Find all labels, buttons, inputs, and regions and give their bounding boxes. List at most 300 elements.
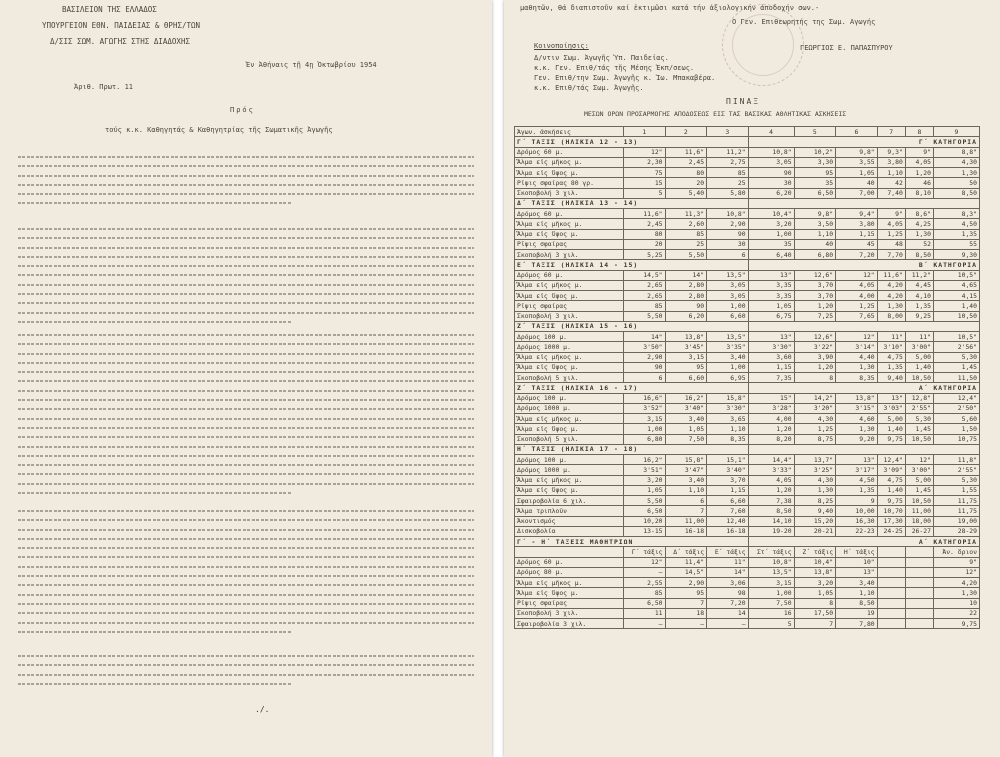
table-row: [515, 506, 980, 516]
row-label: Δρόμος 60 μ.: [515, 209, 624, 219]
table-cell: 13": [748, 332, 794, 342]
table-cell: 1,10: [665, 485, 707, 495]
table-cell: 11,2": [905, 270, 933, 280]
table-cell: 3,40: [665, 414, 707, 424]
table-row: [515, 567, 980, 577]
table-cell: 14,2": [794, 393, 836, 403]
table-cell: 4,00: [836, 291, 878, 301]
table-cell: 8,3": [933, 209, 979, 219]
table-cell: 5,00: [877, 414, 905, 424]
table-row: [515, 414, 980, 424]
table-cell: 1,45: [905, 424, 933, 434]
table-cell: 8,50: [836, 598, 878, 608]
table-cell: 4,05: [905, 157, 933, 167]
table-cell: 9": [933, 557, 979, 567]
table-cell: 3'45": [665, 342, 707, 352]
table-cell: 1,05: [665, 424, 707, 434]
table-cell: 3,15: [624, 414, 666, 424]
table-cell: 11,4": [665, 557, 707, 567]
table-cell: [905, 598, 933, 608]
table-cell: 1,00: [624, 424, 666, 434]
table-cell: 3,06: [707, 578, 749, 588]
table-cell: 80: [665, 168, 707, 178]
signature-mark: ./.: [255, 705, 270, 714]
table-cell: 1,00: [748, 229, 794, 239]
table-cell: 3'22": [794, 342, 836, 352]
table-cell: 7,70: [877, 250, 905, 260]
table-cell: 1,35: [836, 485, 878, 495]
table-cell: Ζ΄ τάξις: [794, 547, 836, 557]
table-cell: 1,00: [707, 301, 749, 311]
table-cell: 1,00: [707, 362, 749, 372]
row-label: Δρόμος 100 μ.: [515, 455, 624, 465]
table-cell: 35: [794, 178, 836, 188]
table-cell: 10,2": [794, 147, 836, 157]
table-cell: 3'20": [794, 403, 836, 413]
table-cell: 11,75: [933, 506, 979, 516]
table-cell: 1,35: [905, 301, 933, 311]
table-cell: 15,1": [707, 455, 749, 465]
col-number: 9: [933, 127, 979, 137]
table-cell: 80: [624, 229, 666, 239]
table-cell: 50: [933, 178, 979, 188]
section-title: Δ΄ ΤΑΞΙΣ (ΗΛΙΚΙΑ 13 - 14): [515, 198, 749, 208]
col-number: 8: [905, 127, 933, 137]
recipients-heading: Κοινοποίησις:: [534, 42, 589, 50]
table-cell: [905, 619, 933, 629]
recipient-3: Γεν. Επιθ/την Σωμ. Ἀγωγῆς κ. Ἰω. Μπακαβέρα.: [534, 74, 716, 82]
table-cell: [877, 578, 905, 588]
table-cell: 7,20: [836, 250, 878, 260]
table-cell: [877, 608, 905, 618]
letter-paragraph-4: [18, 510, 474, 640]
table-cell: 3'52": [624, 403, 666, 413]
table-cell: 4,65: [933, 280, 979, 290]
table-cell: 1,30: [794, 485, 836, 495]
row-label: Ἅλμα εἰς ὕψος μ.: [515, 588, 624, 598]
table-cell: 4,30: [794, 414, 836, 424]
table-cell: 7: [665, 506, 707, 516]
table-cell: 4,30: [933, 157, 979, 167]
row-label: Ἀκοντισμός: [515, 516, 624, 526]
table-cell: 90: [748, 168, 794, 178]
table-cell: 1,35: [877, 362, 905, 372]
table-cell: Ε΄ τάξις: [707, 547, 749, 557]
table-cell: 85: [665, 229, 707, 239]
table-cell: 3,35: [748, 280, 794, 290]
table-cell: 1,25: [794, 424, 836, 434]
table-cell: 85: [624, 301, 666, 311]
table-cell: 6,60: [707, 311, 749, 321]
table-cell: 85: [707, 168, 749, 178]
table-cell: 6,95: [707, 373, 749, 383]
table-row: [515, 578, 980, 588]
section-category: Γ΄ ΚΑΤΗΓΟΡΙΑ: [748, 137, 979, 147]
table-cell: 10,5": [933, 270, 979, 280]
table-cell: 3,05: [707, 291, 749, 301]
table-cell: 6,60: [707, 496, 749, 506]
table-cell: 6,40: [748, 250, 794, 260]
table-cell: 7: [794, 619, 836, 629]
table-cell: 2,90: [624, 352, 666, 362]
table-cell: 30: [748, 178, 794, 188]
col-number: 5: [794, 127, 836, 137]
table-cell: 20: [624, 239, 666, 249]
table-cell: 4,05: [836, 280, 878, 290]
table-cell: 10,50: [905, 373, 933, 383]
table-cell: 10,4": [748, 209, 794, 219]
table-cell: 11,3": [665, 209, 707, 219]
table-cell: —: [665, 619, 707, 629]
table-cell: 8,50: [748, 506, 794, 516]
table-cell: 12,40: [707, 516, 749, 526]
table-cell: 3,40: [707, 352, 749, 362]
table-row: [515, 178, 980, 188]
table-cell: 9,30: [933, 250, 979, 260]
row-label: Ἅλμα εἰς μῆκος μ.: [515, 157, 624, 167]
table-cell: [877, 588, 905, 598]
left-letter-page: [0, 0, 492, 757]
table-cell: 11": [877, 332, 905, 342]
table-cell: 46: [905, 178, 933, 188]
table-cell: 7: [665, 598, 707, 608]
signatory-name: ΓΕΩΡΓΙΟΣ Ε. ΠΑΠΑΣΠΥΡΟΥ: [800, 44, 893, 52]
table-cell: 7,00: [836, 188, 878, 198]
table-cell: 9,40: [794, 506, 836, 516]
table-cell: 19-20: [748, 526, 794, 536]
table-cell: 8,50: [905, 250, 933, 260]
table-cell: 4,20: [877, 291, 905, 301]
table-cell: 45: [836, 239, 878, 249]
table-cell: 15: [624, 178, 666, 188]
table-cell: 7,40: [877, 188, 905, 198]
row-label: Ἅλμα εἰς μῆκος μ.: [515, 280, 624, 290]
table-cell: 11,2": [707, 147, 749, 157]
col-number: 7: [877, 127, 905, 137]
table-cell: 5,30: [933, 475, 979, 485]
row-label: [515, 547, 624, 557]
table-cell: 3'40": [707, 465, 749, 475]
protocol-number: Ἀριθ. Πρωτ. 11: [74, 83, 134, 91]
table-cell: [905, 608, 933, 618]
table-cell: 12,6": [794, 332, 836, 342]
table-cell: 5: [748, 619, 794, 629]
row-label: Σκοποβολή 5 χιλ.: [515, 434, 624, 444]
table-cell: 4,50: [836, 475, 878, 485]
table-cell: 5,00: [905, 475, 933, 485]
table-cell: 12,6": [794, 270, 836, 280]
row-label: Ρῖψις σφαίρας: [515, 598, 624, 608]
table-cell: 16,30: [836, 516, 878, 526]
table-cell: 1,25: [836, 301, 878, 311]
table-cell: Δ΄ τάξις: [665, 547, 707, 557]
section-title: Γ΄ - Η΄ ΤΑΞΕΙΣ ΜΑΘΗΤΡΙΩΝ: [515, 537, 749, 547]
addressee: τούς κ.κ. Καθηγητάς & Καθηγητρίας τῆς Σωματικῆς Ἀγωγῆς: [105, 126, 333, 134]
table-cell: 1,40: [933, 301, 979, 311]
table-cell: 10: [933, 598, 979, 608]
table-cell: Η΄ τάξις: [836, 547, 878, 557]
table-cell: 48: [877, 239, 905, 249]
table-cell: 1,15: [707, 485, 749, 495]
table-cell: 5,80: [707, 188, 749, 198]
table-cell: 1,55: [933, 485, 979, 495]
table-cell: 52: [905, 239, 933, 249]
table-cell: 40: [836, 178, 878, 188]
row-label: Σκοποβολή 3 χιλ.: [515, 311, 624, 321]
table-cell: 55: [933, 239, 979, 249]
table-row: [515, 209, 980, 219]
header-directorate: Δ/ΣΙΣ ΣΩΜ. ΑΓΩΓΗΣ ΣΤΗΣ ΔΙΑΔΟΧΗΣ: [50, 37, 190, 46]
table-cell: 90: [624, 362, 666, 372]
table-cell: 7,25: [794, 311, 836, 321]
table-cell: 5,60: [933, 414, 979, 424]
table-cell: 3,60: [748, 352, 794, 362]
table-cell: 5,30: [905, 414, 933, 424]
table-cell: 3,70: [707, 475, 749, 485]
table-cell: —: [707, 619, 749, 629]
table-cell: 6,50: [624, 598, 666, 608]
table-row: [515, 168, 980, 178]
table-cell: 9,75: [877, 496, 905, 506]
table-cell: 9,75: [877, 434, 905, 444]
top-line: μαθητῶν, θά διαπιστοῦν καί ἐκτιμῶσι κατά τήν ἀξιολογικήν ἀποδοχήν σων.-: [520, 4, 820, 12]
table-cell: 3,15: [665, 352, 707, 362]
table-cell: 8,35: [707, 434, 749, 444]
table-cell: 8,10: [905, 188, 933, 198]
table-cell: 1,05: [836, 168, 878, 178]
table-cell: 12": [836, 270, 878, 280]
table-cell: 18: [665, 608, 707, 618]
table-cell: 1,05: [624, 485, 666, 495]
table-cell: 1,20: [794, 362, 836, 372]
table-cell: 3'51": [624, 465, 666, 475]
table-cell: 22-23: [836, 526, 878, 536]
table-cell: 1,35: [933, 229, 979, 239]
table-cell: [877, 567, 905, 577]
table-cell: 8,20: [748, 434, 794, 444]
table-cell: 2,60: [665, 219, 707, 229]
table-cell: 4,15: [933, 291, 979, 301]
table-cell: 3'28": [748, 403, 794, 413]
table-cell: 12,8": [905, 393, 933, 403]
table-cell: 5: [624, 188, 666, 198]
recipient-1: Δ/ντιν Σωμ. Ἀγωγῆς Ὑπ. Παιδείας.: [534, 54, 669, 62]
table-cell: 7,65: [836, 311, 878, 321]
table-cell: 4,40: [836, 352, 878, 362]
row-label: Ἅλμα εἰς μῆκος μ.: [515, 414, 624, 424]
table-cell: 1,10: [877, 168, 905, 178]
row-label: Ἅλμα εἰς μῆκος μ.: [515, 475, 624, 485]
table-cell: Ἀν. ὅριον: [933, 547, 979, 557]
row-label: Ἅλμα εἰς ὕψος μ.: [515, 168, 624, 178]
table-cell: 4,00: [748, 414, 794, 424]
table-cell: 9,40: [877, 373, 905, 383]
row-label: Δισκοβολία: [515, 526, 624, 536]
table-cell: 3'00": [905, 465, 933, 475]
table-cell: 5,30: [933, 352, 979, 362]
section-title: Γ΄ ΤΑΞΙΣ (ΗΛΙΚΙΑ 12 - 13): [515, 137, 749, 147]
table-row: [515, 403, 980, 413]
row-label: Ἅλμα εἰς ὕψος μ.: [515, 229, 624, 239]
table-cell: 12": [624, 557, 666, 567]
table-cell: 10,50: [933, 311, 979, 321]
table-cell: 2,90: [707, 219, 749, 229]
table-cell: 2,80: [665, 280, 707, 290]
table-cell: 3,65: [707, 414, 749, 424]
table-cell: 11,8": [933, 455, 979, 465]
table-cell: 3,55: [836, 157, 878, 167]
table-cell: 1,40: [877, 485, 905, 495]
row-label: Ἅλμα εἰς μῆκος μ.: [515, 352, 624, 362]
row-label: Ἅλμα εἰς μῆκος μ.: [515, 578, 624, 588]
table-cell: 8,35: [836, 373, 878, 383]
table-title: ΠΙΝΑΞ: [726, 97, 761, 106]
table-cell: 7,35: [748, 373, 794, 383]
table-cell: 1,30: [933, 588, 979, 598]
table-cell: 3'14": [836, 342, 878, 352]
table-cell: 4,20: [877, 280, 905, 290]
table-cell: [905, 547, 933, 557]
table-cell: 90: [665, 301, 707, 311]
table-cell: 28-29: [933, 526, 979, 536]
table-cell: 6,80: [624, 434, 666, 444]
letter-paragraph-1: [18, 156, 474, 212]
table-cell: 7,38: [748, 496, 794, 506]
table-cell: 10,75: [933, 434, 979, 444]
table-cell: 2,90: [665, 578, 707, 588]
table-cell: 3'35": [707, 342, 749, 352]
section-header-row: [515, 198, 980, 208]
table-cell: 9,25: [905, 311, 933, 321]
table-cell: 9: [836, 496, 878, 506]
table-cell: 12": [905, 455, 933, 465]
table-cell: 16-18: [707, 526, 749, 536]
table-cell: 3'30": [748, 342, 794, 352]
row-label: Ἅλμα εἰς ὕψος μ.: [515, 424, 624, 434]
director-line: Ο Γεν. Επιθεωρητής της Σωμ. Αγωγής: [732, 18, 876, 26]
table-cell: 2,65: [624, 280, 666, 290]
table-row: [515, 516, 980, 526]
col-number: 4: [748, 127, 794, 137]
row-label: Δρόμος 80 μ.: [515, 567, 624, 577]
table-cell: 3,35: [748, 291, 794, 301]
table-header-row: [515, 127, 980, 137]
table-cell: 14: [707, 608, 749, 618]
table-cell: 2,45: [665, 157, 707, 167]
row-label: Δρόμος 100 μ.: [515, 393, 624, 403]
table-cell: 12": [933, 567, 979, 577]
row-label: Σκοποβολή 3 χιλ.: [515, 188, 624, 198]
table-cell: [877, 547, 905, 557]
table-cell: 6,50: [624, 506, 666, 516]
row-label: Ἅλμα τριπλοῦν: [515, 506, 624, 516]
table-cell: 10,8": [748, 147, 794, 157]
table-cell: 9,75: [933, 619, 979, 629]
table-cell: 11": [905, 332, 933, 342]
recipient-4: κ.κ. Επιθ/τάς Σωμ. Ἀγωγῆς.: [534, 84, 644, 92]
table-cell: 1,15: [836, 229, 878, 239]
table-cell: 5,50: [665, 250, 707, 260]
table-cell: 10,50: [905, 434, 933, 444]
row-label: Ἅλμα εἰς ὕψος μ.: [515, 485, 624, 495]
section-title: Ε΄ ΤΑΞΙΣ (ΗΛΙΚΙΑ 14 - 15): [515, 260, 749, 270]
table-cell: 2'56": [933, 342, 979, 352]
table-cell: 6: [665, 496, 707, 506]
table-cell: 13": [836, 567, 878, 577]
table-cell: 11,6": [877, 270, 905, 280]
table-cell: 14,4": [748, 455, 794, 465]
table-cell: 3'15": [836, 403, 878, 413]
table-cell: 4,25: [905, 219, 933, 229]
row-label: Δρόμος 1000 μ.: [515, 465, 624, 475]
row-label: Δρόμος 60 μ.: [515, 147, 624, 157]
table-row: [515, 301, 980, 311]
table-cell: 20-21: [794, 526, 836, 536]
table-cell: 9": [877, 209, 905, 219]
table-cell: 1,20: [748, 424, 794, 434]
right-table-page: [504, 0, 1000, 757]
table-cell: 1,15: [748, 362, 794, 372]
table-cell: 5,40: [665, 188, 707, 198]
table-cell: 3'33": [748, 465, 794, 475]
table-cell: 9,4": [836, 209, 878, 219]
table-cell: 2,45: [624, 219, 666, 229]
row-label: Δρόμος 100 μ.: [515, 332, 624, 342]
section-category: Α΄ ΚΑΤΗΓΟΡΙΑ: [748, 383, 979, 393]
table-cell: 6,20: [665, 311, 707, 321]
table-row: [515, 157, 980, 167]
table-cell: 4,05: [877, 219, 905, 229]
table-cell: 2,55: [624, 578, 666, 588]
table-cell: 8: [794, 373, 836, 383]
table-cell: 1,20: [794, 301, 836, 311]
table-cell: 13,8": [665, 332, 707, 342]
table-cell: 13,5": [707, 270, 749, 280]
table-cell: 10,4": [794, 557, 836, 567]
table-cell: 1,10: [836, 588, 878, 598]
table-cell: 85: [624, 588, 666, 598]
table-cell: 3,70: [794, 291, 836, 301]
table-cell: 9,8": [836, 147, 878, 157]
table-cell: 11,00: [665, 516, 707, 526]
table-cell: 8,75: [794, 434, 836, 444]
table-cell: [877, 619, 905, 629]
table-cell: 6,20: [748, 188, 794, 198]
table-row: [515, 619, 980, 629]
table-cell: 12": [836, 332, 878, 342]
table-cell: 95: [665, 588, 707, 598]
recipient-2: κ.κ. Γεν. Επιθ/τάς τῆς Μέσης Ἐκπ/σεως.: [534, 64, 695, 72]
table-cell: 1,30: [933, 168, 979, 178]
table-cell: 1,05: [794, 588, 836, 598]
to-label: Πρός: [230, 106, 255, 114]
table-cell: 10,70: [877, 506, 905, 516]
table-row: [515, 291, 980, 301]
table-cell: 4,60: [836, 414, 878, 424]
table-cell: 3,90: [794, 352, 836, 362]
table-cell: 1,20: [905, 168, 933, 178]
table-cell: 3,20: [624, 475, 666, 485]
table-cell: 1,40: [877, 424, 905, 434]
table-cell: 16,2": [624, 455, 666, 465]
table-cell: 3'17": [836, 465, 878, 475]
table-cell: [905, 567, 933, 577]
col-number: 1: [624, 127, 666, 137]
table-cell: 20: [665, 178, 707, 188]
table-cell: 3,80: [836, 219, 878, 229]
table-cell: 3'40": [665, 403, 707, 413]
table-cell: 7,80: [836, 619, 878, 629]
